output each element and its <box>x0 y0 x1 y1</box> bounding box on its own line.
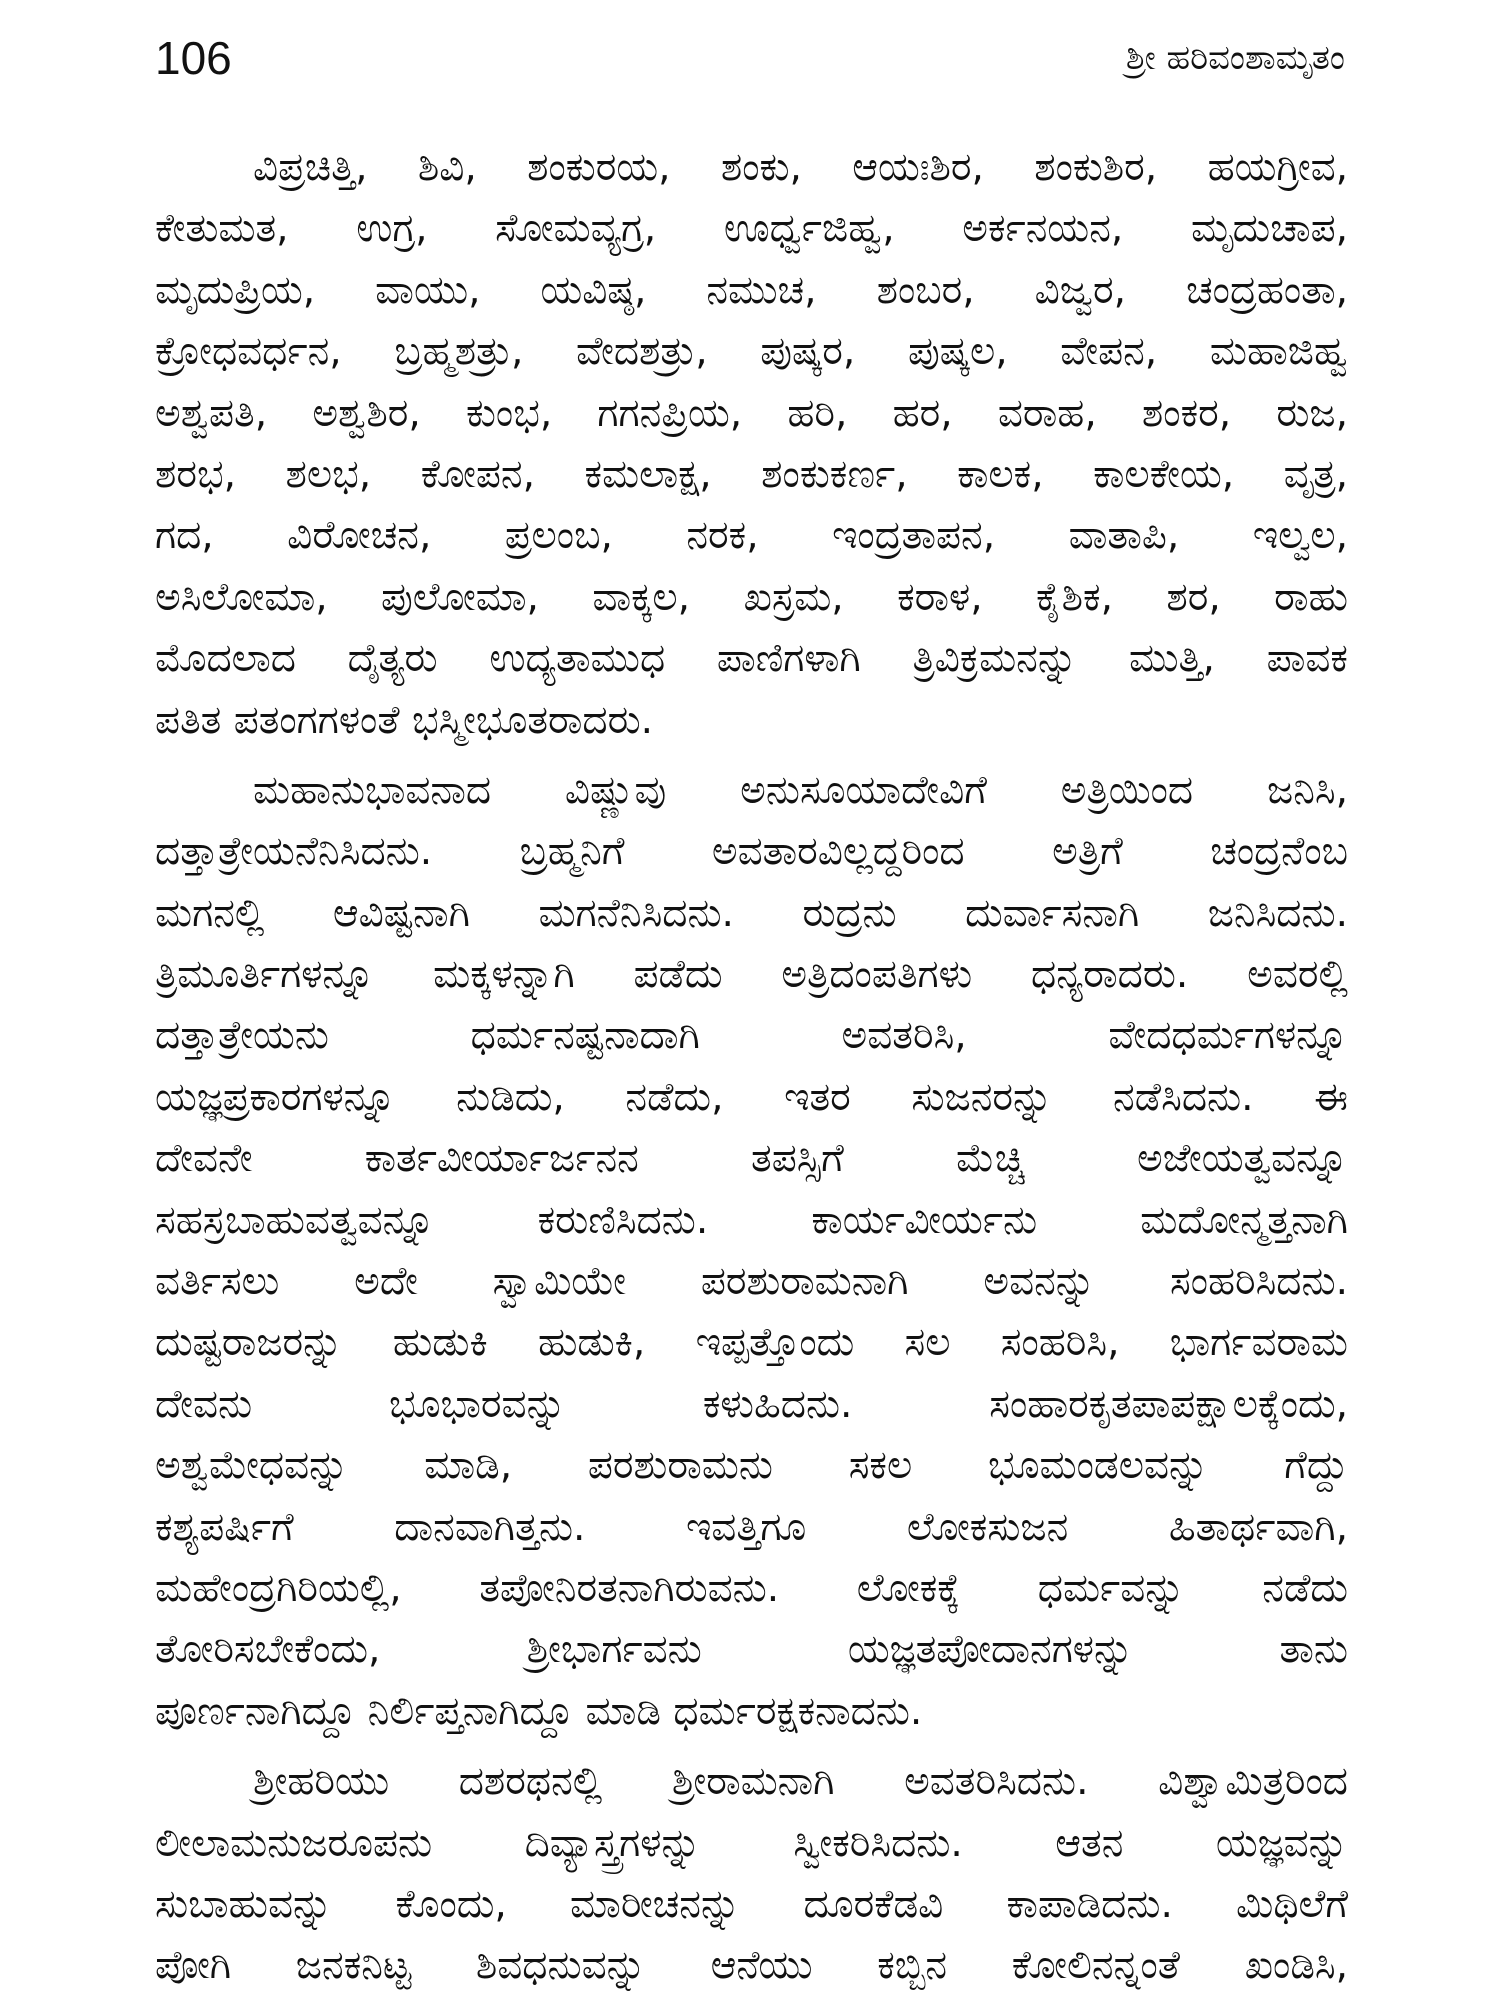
running-head: ಶ್ರೀ ಹರಿವಂಶಾಮೃತಂ <box>1125 38 1345 78</box>
text-line: ಮೃದುಪ್ರಿಯ, ವಾಯು, ಯವಿಷ್ಠ, ನಮುಚ, ಶಂಬರ, ವಿಜ್ವರ, ಚಂದ್ರಹಂತಾ, <box>155 267 1348 313</box>
text-line: ಪೂರ್ಣನಾಗಿದ್ದೂ ನಿರ್ಲಿಪ್ತನಾಗಿದ್ದೂ ಮಾಡಿ ಧರ್ಮರಕ್ಷಕನಾದನು. <box>155 1688 923 1734</box>
text-line: ಗದ, ವಿರೋಚನ, ಪ್ರಲಂಬ, ನರಕ, ಇಂದ್ರತಾಪನ, ವಾತಾಪಿ, ಇಲ್ವಲ, <box>155 513 1348 559</box>
text-line: ಮಹಾನುಭಾವನಾದ ವಿಷ್ಣುವು ಅನುಸೂಯಾದೇವಿಗೆ ಅತ್ರಿಯಿಂದ ಜನಿಸಿ, <box>253 767 1348 813</box>
body-text <box>155 137 1348 1997</box>
text-line: ಅಸಿಲೋಮಾ, ಪುಲೋಮಾ, ವಾಕ್ಕಲ, ಖಸ್ರಮ, ಕರಾಳ, ಕೈಶಿಕ, ಶರ, ರಾಹು <box>155 574 1348 620</box>
text-line: ದೇವನು ಭೂಭಾರವನ್ನು ಕಳುಹಿದನು. ಸಂಹಾರಕೃತಪಾಪಕ್ಷಾಲಕ್ಕೆಂದು, <box>155 1381 1348 1427</box>
text-line: ಪತಿತ ಪತಂಗಗಳಂತೆ ಭಸ್ಮೀಭೂತರಾದರು. <box>155 697 654 743</box>
text-line: ದೇವನೇ ಕಾರ್ತವೀರ್ಯಾರ್ಜನನ ತಪಸ್ಸಿಗೆ ಮೆಚ್ಚಿ ಅಜೇಯತ್ವವನ್ನೂ <box>155 1136 1348 1182</box>
text-line: ಅಶ್ವಪತಿ, ಅಶ್ವಶಿರ, ಕುಂಭ, ಗಗನಪ್ರಿಯ, ಹರಿ, ಹರ, ವರಾಹ, ಶಂಕರ, ರುಜ, <box>155 390 1348 436</box>
text-line: ಕೇತುಮತ, ಉಗ್ರ, ಸೋಮವ್ಯಗ್ರ, ಊರ್ಧ್ವಜಿಹ್ವ, ಅರ್ಕನಯನ, ಮೃದುಚಾಪ, <box>155 206 1348 252</box>
text-line: ಶರಭ, ಶಲಭ, ಕೋಪನ, ಕಮಲಾಕ್ಷ, ಶಂಕುಕರ್ಣ, ಕಾಲಕ, ಕಾಲಕೇಯ, ವೃತ್ರ, <box>155 451 1348 497</box>
text-line: ಶ್ರೀಹರಿಯು ದಶರಥನಲ್ಲಿ ಶ್ರೀರಾಮನಾಗಿ ಅವತರಿಸಿದನು. ವಿಶ್ವಾಮಿತ್ರರಿಂದ <box>253 1759 1348 1805</box>
text-line: ದುಷ್ಟರಾಜರನ್ನು ಹುಡುಕಿ ಹುಡುಕಿ, ಇಪ್ಪತ್ತೊಂದು ಸಲ ಸಂಹರಿಸಿ, ಭಾರ್ಗವರಾಮ <box>155 1320 1348 1366</box>
page-number: 106 <box>155 32 232 84</box>
paragraph <box>155 1751 1348 1997</box>
text-line: ತ್ರಿಮೂರ್ತಿಗಳನ್ನೂ ಮಕ್ಕಳನ್ನಾಗಿ ಪಡೆದು ಅತ್ರಿದಂಪತಿಗಳು ಧನ್ಯರಾದರು. ಅವರಲ್ಲಿ <box>155 952 1348 998</box>
text-line: ಅಶ್ವಮೇಧವನ್ನು ಮಾಡಿ, ಪರಶುರಾಮನು ಸಕಲ ಭೂಮಂಡಲವನ್ನು ಗೆದ್ದು <box>155 1443 1348 1489</box>
text-line: ಲೀಲಾಮನುಜರೂಪನು ದಿವ್ಯಾಸ್ತ್ರಗಳನ್ನು ಸ್ವೀಕರಿಸಿದನು. ಆತನ ಯಜ್ಞವನ್ನು <box>155 1820 1348 1866</box>
text-line: ಮಗನಲ್ಲಿ ಆವಿಷ್ಟನಾಗಿ ಮಗನೆನಿಸಿದನು. ರುದ್ರನು ದುರ್ವಾಸನಾಗಿ ಜನಿಸಿದನು. <box>155 890 1348 936</box>
text-line: ಮಹೇಂದ್ರಗಿರಿಯಲ್ಲಿ, ತಪೋನಿರತನಾಗಿರುವನು. ಲೋಕಕ್ಕೆ ಧರ್ಮವನ್ನು ನಡೆದು <box>155 1565 1348 1611</box>
paragraph <box>155 137 1348 751</box>
text-line: ದತ್ತಾತ್ರೇಯನೆನಿಸಿದನು. ಬ್ರಹ್ಮನಿಗೆ ಅವತಾರವಿಲ್ಲದ್ದರಿಂದ ಅತ್ರಿಗೆ ಚಂದ್ರನೆಂಬ <box>155 829 1348 875</box>
text-line: ವಿಪ್ರಚಿತ್ತಿ, ಶಿವಿ, ಶಂಕುರಯ, ಶಂಕು, ಆಯಃಶಿರ, ಶಂಕುಶಿರ, ಹಯಗ್ರೀವ, <box>253 145 1348 190</box>
text-line: ಕಶ್ಯಪರ್ಷಿಗೆ ದಾನವಾಗಿತ್ತನು. ಇವತ್ತಿಗೂ ಲೋಕಸುಜನ ಹಿತಾರ್ಥವಾಗಿ, <box>155 1504 1348 1550</box>
text-line: ಮೊದಲಾದ ದೈತ್ಯರು ಉದ್ಯತಾಮುಧ ಪಾಣಿಗಳಾಗಿ ತ್ರಿವಿಕ್ರಮನನ್ನು ಮುತ್ತಿ, ಪಾವಕ <box>155 636 1348 682</box>
text-line: ಯಜ್ಞಪ್ರಕಾರಗಳನ್ನೂ ನುಡಿದು, ನಡೆದು, ಇತರ ಸುಜನರನ್ನು ನಡೆಸಿದನು. ಈ <box>155 1074 1348 1120</box>
page-header <box>155 30 1345 86</box>
text-line: ಸಹಸ್ರಬಾಹುವತ್ವವನ್ನೂ ಕರುಣಿಸಿದನು. ಕಾರ್ಯವೀರ್ಯನು ಮದೋನ್ಮತ್ತನಾಗಿ <box>155 1197 1348 1243</box>
text-line: ದತ್ತಾತ್ರೇಯನು ಧರ್ಮನಷ್ಟನಾದಾಗಿ ಅವತರಿಸಿ, ವೇದಧರ್ಮಗಳನ್ನೂ <box>155 1013 1348 1059</box>
text-line: ತೋರಿಸಬೇಕೆಂದು, ಶ್ರೀಭಾರ್ಗವನು ಯಜ್ಞತಪೋದಾನಗಳನ್ನು ತಾನು <box>155 1627 1348 1673</box>
paragraph <box>155 760 1348 1742</box>
text-line: ವರ್ತಿಸಲು ಅದೇ ಸ್ವಾಮಿಯೇ ಪರಶುರಾಮನಾಗಿ ಅವನನ್ನು ಸಂಹರಿಸಿದನು. <box>155 1259 1348 1305</box>
text-line: ಸುಬಾಹುವನ್ನು ಕೊಂದು, ಮಾರೀಚನನ್ನು ದೂರಕೆಡವಿ ಕಾಪಾಡಿದನು. ಮಿಥಿಲೆಗೆ <box>155 1881 1348 1927</box>
text-line: ಪೋಗಿ ಜನಕನಿಟ್ಟ ಶಿವಧನುವನ್ನು ಆನೆಯು ಕಬ್ಬಿನ ಕೋಲಿನನ್ನಂತೆ ಖಂಡಿಸಿ, <box>155 1943 1348 1989</box>
text-line: ಕ್ರೋಧವರ್ಧನ, ಬ್ರಹ್ಮಶತ್ರು, ವೇದಶತ್ರು, ಪುಷ್ಕರ, ಪುಷ್ಕಲ, ವೇಪನ, ಮಹಾಜಿಹ್ವ <box>155 329 1348 375</box>
